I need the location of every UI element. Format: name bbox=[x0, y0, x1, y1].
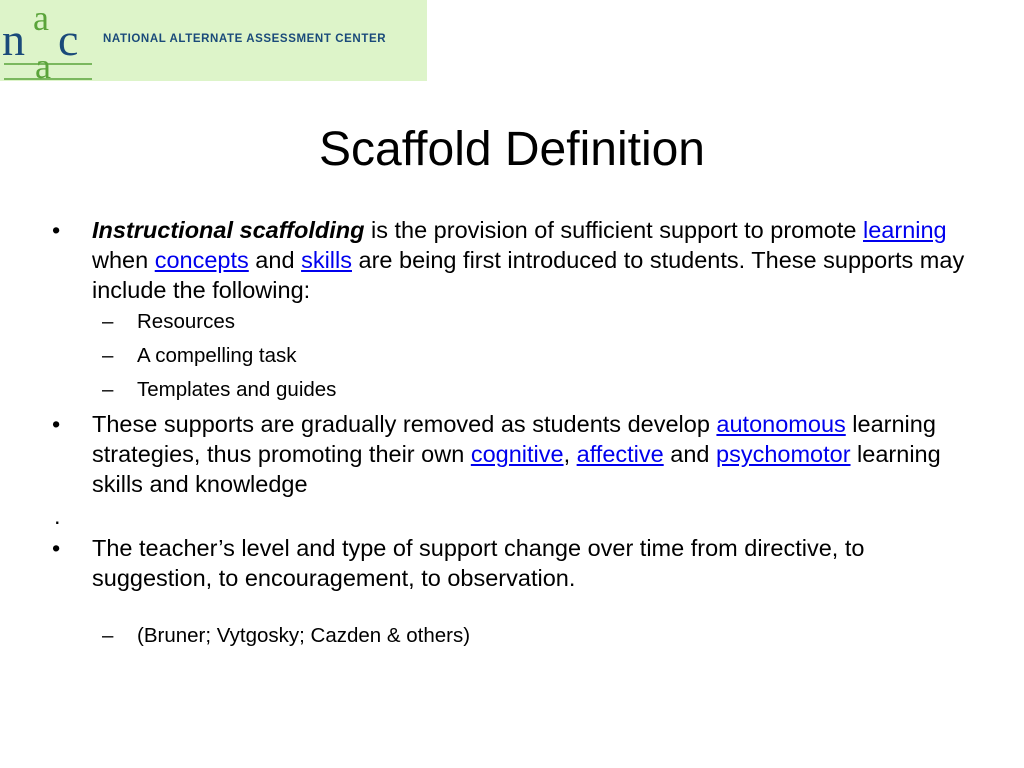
logo-letter-a-top: a bbox=[33, 0, 49, 38]
bullet-mark: • bbox=[52, 535, 61, 561]
bullet-text: and bbox=[248, 247, 302, 273]
bullet-text: and bbox=[663, 441, 716, 467]
bullet-mark: • bbox=[52, 411, 61, 437]
logo-letter-c: c bbox=[58, 14, 79, 65]
logo-letter-a-bottom: a bbox=[35, 46, 51, 81]
citation-text: (Bruner; Vytgosky; Cazden & others) bbox=[137, 624, 471, 647]
bullet-teacher-support bbox=[50, 533, 990, 593]
citation-item bbox=[50, 619, 990, 653]
link-psychomotor[interactable]: psychomotor bbox=[716, 441, 851, 467]
naac-logo bbox=[0, 0, 98, 81]
bullet-text: learning skills and knowledge bbox=[92, 441, 941, 497]
bullet-text: is the provision of sufficient support to promote bbox=[364, 217, 864, 243]
organization-name: NATIONAL ALTERNATE ASSESSMENT CENTER bbox=[103, 33, 387, 45]
bullet-definition bbox=[50, 215, 990, 305]
dash-mark: – bbox=[102, 310, 114, 333]
bullet-text: The teacher’s level and type of support change over time from directive, to suggestion, to encouragement, to observation. bbox=[92, 535, 865, 591]
sub-item-label: A compelling task bbox=[137, 344, 297, 367]
slide-title: Scaffold Definition bbox=[318, 123, 705, 176]
link-skills[interactable]: skills bbox=[301, 247, 352, 273]
bullet-supports-removed bbox=[50, 409, 990, 499]
bullet-text: are being first introduced to students. These supports may include the following: bbox=[92, 247, 965, 303]
sub-item-resources bbox=[50, 305, 990, 339]
dash-mark: – bbox=[102, 624, 114, 647]
bullet-text: , bbox=[563, 441, 577, 467]
header-band bbox=[0, 0, 427, 81]
term-instructional-scaffolding: Instructional scaffolding bbox=[92, 217, 365, 243]
link-concepts[interactable]: concepts bbox=[154, 247, 249, 273]
stray-period: . bbox=[54, 503, 61, 529]
link-learning[interactable]: learning bbox=[863, 217, 947, 243]
slide-body bbox=[50, 215, 990, 653]
sub-item-label: Resources bbox=[137, 310, 235, 333]
dash-mark: – bbox=[102, 344, 114, 367]
bullet-text: when bbox=[92, 247, 155, 273]
sub-item-compelling-task bbox=[50, 339, 990, 373]
sub-item-label: Templates and guides bbox=[137, 378, 337, 401]
link-autonomous[interactable]: autonomous bbox=[716, 411, 846, 437]
bullet-mark: • bbox=[52, 217, 61, 243]
dash-mark: – bbox=[102, 378, 114, 401]
sub-item-templates bbox=[50, 373, 990, 407]
link-cognitive[interactable]: cognitive bbox=[470, 441, 564, 467]
link-affective[interactable]: affective bbox=[576, 441, 664, 467]
bullet-text: learning strategies, thus promoting their own bbox=[92, 411, 936, 467]
logo-letter-n: n bbox=[2, 14, 25, 65]
bullet-text: These supports are gradually removed as students develop bbox=[92, 411, 717, 437]
